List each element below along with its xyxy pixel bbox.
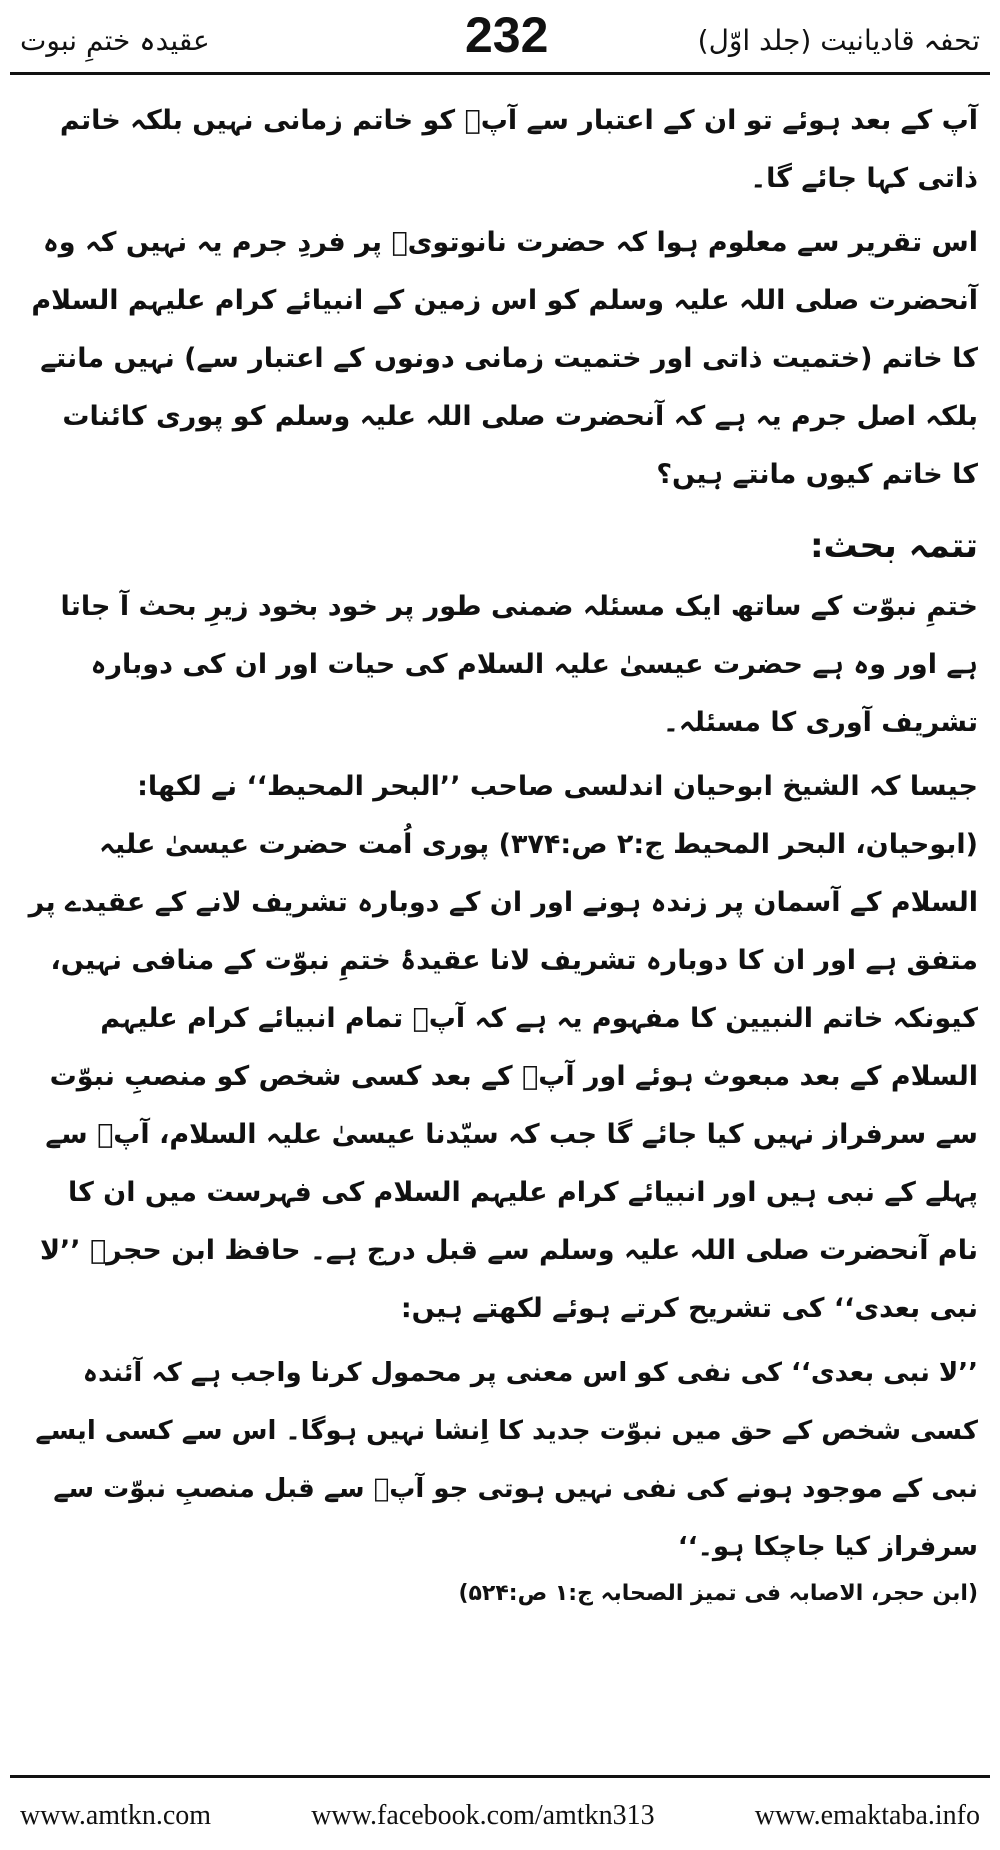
page-footer: [10, 1780, 990, 1850]
page-header: [10, 6, 990, 68]
paragraph-1: آپ کے بعد ہوئے تو ان کے اعتبار سے آپؐ کو خاتم زمانی نہیں بلکہ خاتم ذاتی کہا جائے گا۔: [59, 105, 978, 194]
section-heading: تتمہ بحث:: [809, 526, 978, 566]
header-chapter-title: عقیدہ ختمِ نبوت: [20, 24, 210, 57]
footer-link-emaktaba[interactable]: www.emaktaba.info: [754, 1800, 980, 1831]
page-number: 232: [465, 7, 549, 63]
footer-divider: [10, 1775, 990, 1778]
paragraph-3: ختمِ نبوّت کے ساتھ ایک مسئلہ ضمنی طور پر خود بخود زیرِ بحث آ جاتا ہے اور وہ ہے حضرت عیسیٰ علیہ السلام کی حیات اور ان کی دوبارہ تشریف آوری کا مسئلہ۔: [60, 591, 978, 738]
page-body: [28, 92, 978, 1612]
citation-reference: (ابن حجر، الاصابہ فی تمیز الصحابہ ج:۱ ص:۵۲۴): [458, 1581, 978, 1606]
header-book-title: تحفہ قادیانیت (جلد اوّل): [697, 24, 980, 57]
footer-link-amtkn[interactable]: www.amtkn.com: [20, 1800, 212, 1831]
footer-link-facebook[interactable]: www.facebook.com/amtkn313: [311, 1800, 655, 1831]
header-divider: [10, 72, 990, 75]
paragraph-2: اس تقریر سے معلوم ہوا کہ حضرت نانوتویؒ پر فردِ جرم یہ نہیں کہ وہ آنحضرت صلی اللہ علیہ وسلم کو اس زمین کے انبیائے کرام علیہم السلام کا خاتم (ختمیت ذاتی اور ختمیت زمانی دونوں کے اعتبار سے) نہیں مانتے بلکہ اصل جرم یہ ہے کہ آنحضرت صلی اللہ علیہ وسلم کو پوری کائنات کا خاتم کیوں مانتے ہیں؟: [31, 227, 978, 490]
footer-links: [20, 1800, 980, 1832]
paragraph-4: جیسا کہ الشیخ ابوحیان اندلسی صاحب ’’البحر المحیط‘‘ نے لکھا: (ابوحیان، البحر المحیط ج:۲ ص:۳۷۴) پوری اُمت حضرت عیسیٰ علیہ السلام کے آسمان پر زندہ ہونے اور ان کے دوبارہ تشریف لانے کے عقیدے پر متفق ہے اور ان کا دوبارہ تشریف لانا عقیدۂ ختمِ نبوّت کے منافی نہیں، کیونکہ خاتم النبیین کا مفہوم یہ ہے کہ آپؐ تمام انبیائے کرام علیہم السلام کے بعد مبعوث ہوئے اور آپؐ کے بعد کسی شخص کو منصبِ نبوّت سے سرفراز نہیں کیا جائے گا جب کہ سیّدنا عیسیٰ علیہ السلام، آپؐ سے پہلے کے نبی ہیں اور انبیائے کرام علیہم السلام کی فہرست میں ان کا نام آنحضرت صلی اللہ علیہ وسلم سے قبل درج ہے۔ حافظ ابن حجرؒ ’’لا نبی بعدی‘‘ کی تشریح کرتے ہوئے لکھتے ہیں:: [28, 771, 978, 1324]
quotation-block: ’’لا نبی بعدی‘‘ کی نفی کو اس معنی پر محمول کرنا واجب ہے کہ آئندہ کسی شخص کے حق میں نبوّت جدید کا اِنشا نہیں ہوگا۔ اس سے کسی ایسے نبی کے موجود ہونے کی نفی نہیں ہوتی جو آپؐ سے قبل منصبِ نبوّت سے سرفراز کیا جاچکا ہو۔‘‘: [35, 1358, 978, 1562]
